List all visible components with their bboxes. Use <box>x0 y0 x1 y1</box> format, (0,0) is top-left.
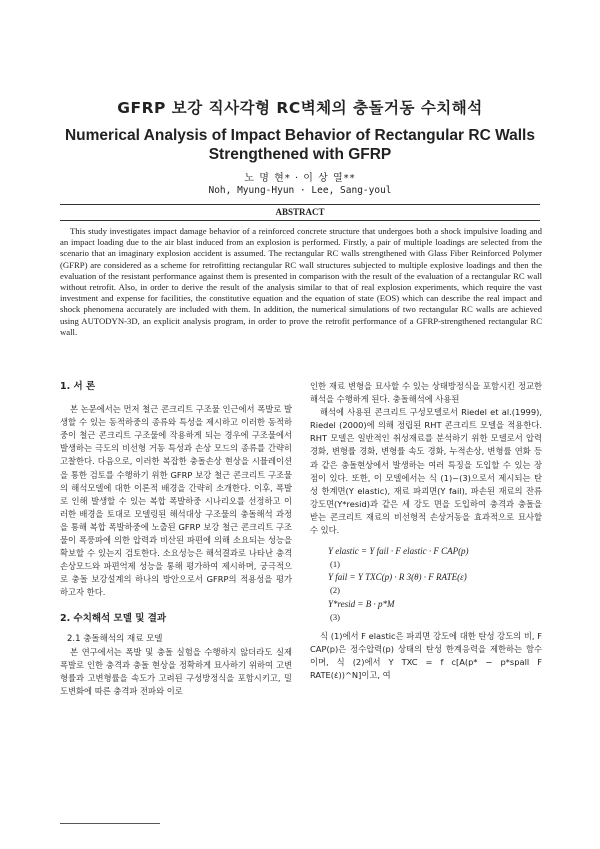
title-korean: GFRP 보강 직사각형 RC벽체의 충돌거동 수치해석 <box>117 99 483 117</box>
title-english: Numerical Analysis of Impact Behavior of Rectangular RC Walls Strengthened with GFRP <box>64 127 535 163</box>
right-column <box>310 380 542 682</box>
equation-1: Y elastic = Y fail · F elastic · F CAP(p) <box>328 546 469 557</box>
section-1-text: 본 논문에서는 먼저 철근 콘크리트 구조물 인근에서 폭발로 발생할 수 있는 동적하중의 종류와 특성을 제시하고 이러한 동적하중이 철근 콘크리트 구조물에 작용하게 되는 경우에 구조물에서 발생하는 극도의 비선형 거동 특성과 손상 모드의 종류를 간략히 고찰한다. 다음으로, 이러한 복잡한 충돌손상 현상을 시뮬레이션을 통한 검토를 수행하기 위한 GFRP 보강 철근 콘크리트 구조물의 해석모델에 대한 이론적 배경을 간략히 소개한다. 이후, 폭발로 인해 발생할 수 있는 복합 폭발하중 시나리오를 선정하고 이러한 배경을 토대로 모델링된 해석대상 구조물의 충돌해석 과정을 통해 복합 폭발하중에 노출된 GFRP 보강 철근 콘크리트 구조물이 폭풍파에 의한 압력과 비산된 파편에 의해 소요되는 성능을 확보할 수 있는지 검토한다. 소요성능은 해석결과로 나타난 충격 손상모드와 파편억제 성능을 통해 평가하여 제시하며, 궁극적으로 충돌 보강설계의 하나의 방안으로서 GFRP의 적용성을 평가하고자 한다. <box>60 404 292 598</box>
section-1-heading: 1. 서 론 <box>60 381 96 392</box>
authors-korean: 노 명 현* · 이 상 열** <box>244 173 356 184</box>
abstract-heading: ABSTRACT <box>275 207 325 217</box>
footnote-rule <box>60 823 160 824</box>
material-model-text: 해석에 사용된 콘크리트 구성모델로서 Riedel et al.(1999), Riedel (2000)에 의해 정립된 RHT 콘크리트 모델을 적용한다. RHT 모델은 일반적인 취성재료를 분석하기 위한 모델로서 압력경화, 변형률 경화, 변형률 속도 경화, 누적손상, 변형률 연화 등과 같은 충돌현상에서 발생하는 여러 특징을 도입할 수 있는 장점이 있다. 또한, 이 모델에서는 식 (1)~(3)으로서 제시되는 탄성 한계면(Y elastic), 재료 파괴면(Y fail), 파손된 재료의 잔류강도면(Y*resid)과 같은 세 강도 면을 도입하여 충격과 충돌을 받는 콘크리트 재료의 비선형적 손상거동을 효과적으로 묘사할 수 있다. <box>310 407 542 536</box>
equation-2: Y fail = Y TXC(p) · R 3(θ) · F RATE(ε̇) <box>328 572 467 583</box>
equation-explanation-text: 식 (1)에서 F elastic은 파괴면 강도에 대한 탄성 강도의 비, F CAP(p)은 정수압력(p) 상태의 탄성 한계응력을 제한하는 함수이며, 식 (2)에서 Y TXC = f c[A(p* − p*spall F RATE(ε̇))^N]이고, 여 <box>310 630 542 680</box>
equation-3: Y*resid = B · p*M <box>328 598 395 609</box>
section-2-1-text: 본 연구에서는 폭발 및 충돌 실험을 수행하지 않더라도 실제 폭발로 인한 충격과 충돌 현상을 정확하게 묘사하기 위하여 고변형률과 고변형률을 속도가 고려된 구성방정식을 포함시키고, 밀도변화에 따른 충격파 전파와 이로 <box>60 646 292 696</box>
authors-english: Noh, Myung-Hyun · Lee, Sang-youl <box>208 185 392 196</box>
right-intro-text: 인한 재료 변형을 묘사할 수 있는 상태방정식을 포함시킨 정교한 해석을 수행하게 된다. 충돌해석에 사용된 <box>310 381 542 405</box>
abstract-top-rule <box>60 204 540 205</box>
equation-3-number: (3) <box>330 611 340 622</box>
abstract-text: This study investigates impact damage behavior of a reinforced concrete structure that undergoes both a shock impulsive loading and an impact loading due to the air blast induced from an explosion is performed. Firstly, a pair of multiple loadings are selected from the scenario that an imaginary explosion accident is assumed. The rectangular RC walls strengthened with Glass Fiber Reinforced Polymer (GFRP) are considered as a scheme for retrofitting rectangular RC wall structures subjected to multiple explosive loadings and then the evaluation of the resistant performance against them is presented in comparison with the result of the evaluation of a rectangular RC wall without retrofit. Also, in order to derive the result of the analysis similar to that of real explosion experiments, which require the vast investment and expense for facilities, the constitutive equation and the equation of state (EOS) which can describe the real impact and shock phenomena accurately are included with them. In addition, the numerical simulations of two rectangular RC walls are achieved using AUTODYN-3D, an explicit analysis program, in order to prove the retrofit performance of a GFRP-strengthened rectangular RC wall. <box>60 226 542 337</box>
left-column <box>60 380 292 698</box>
section-2-1-heading: 2.1 충돌해석의 재료 모델 <box>67 633 163 644</box>
abstract-heading-rule <box>60 220 540 221</box>
section-2-heading: 2. 수치해석 모델 및 결과 <box>60 612 167 624</box>
equation-2-number: (2) <box>330 585 340 596</box>
equation-1-number: (1) <box>330 559 340 570</box>
